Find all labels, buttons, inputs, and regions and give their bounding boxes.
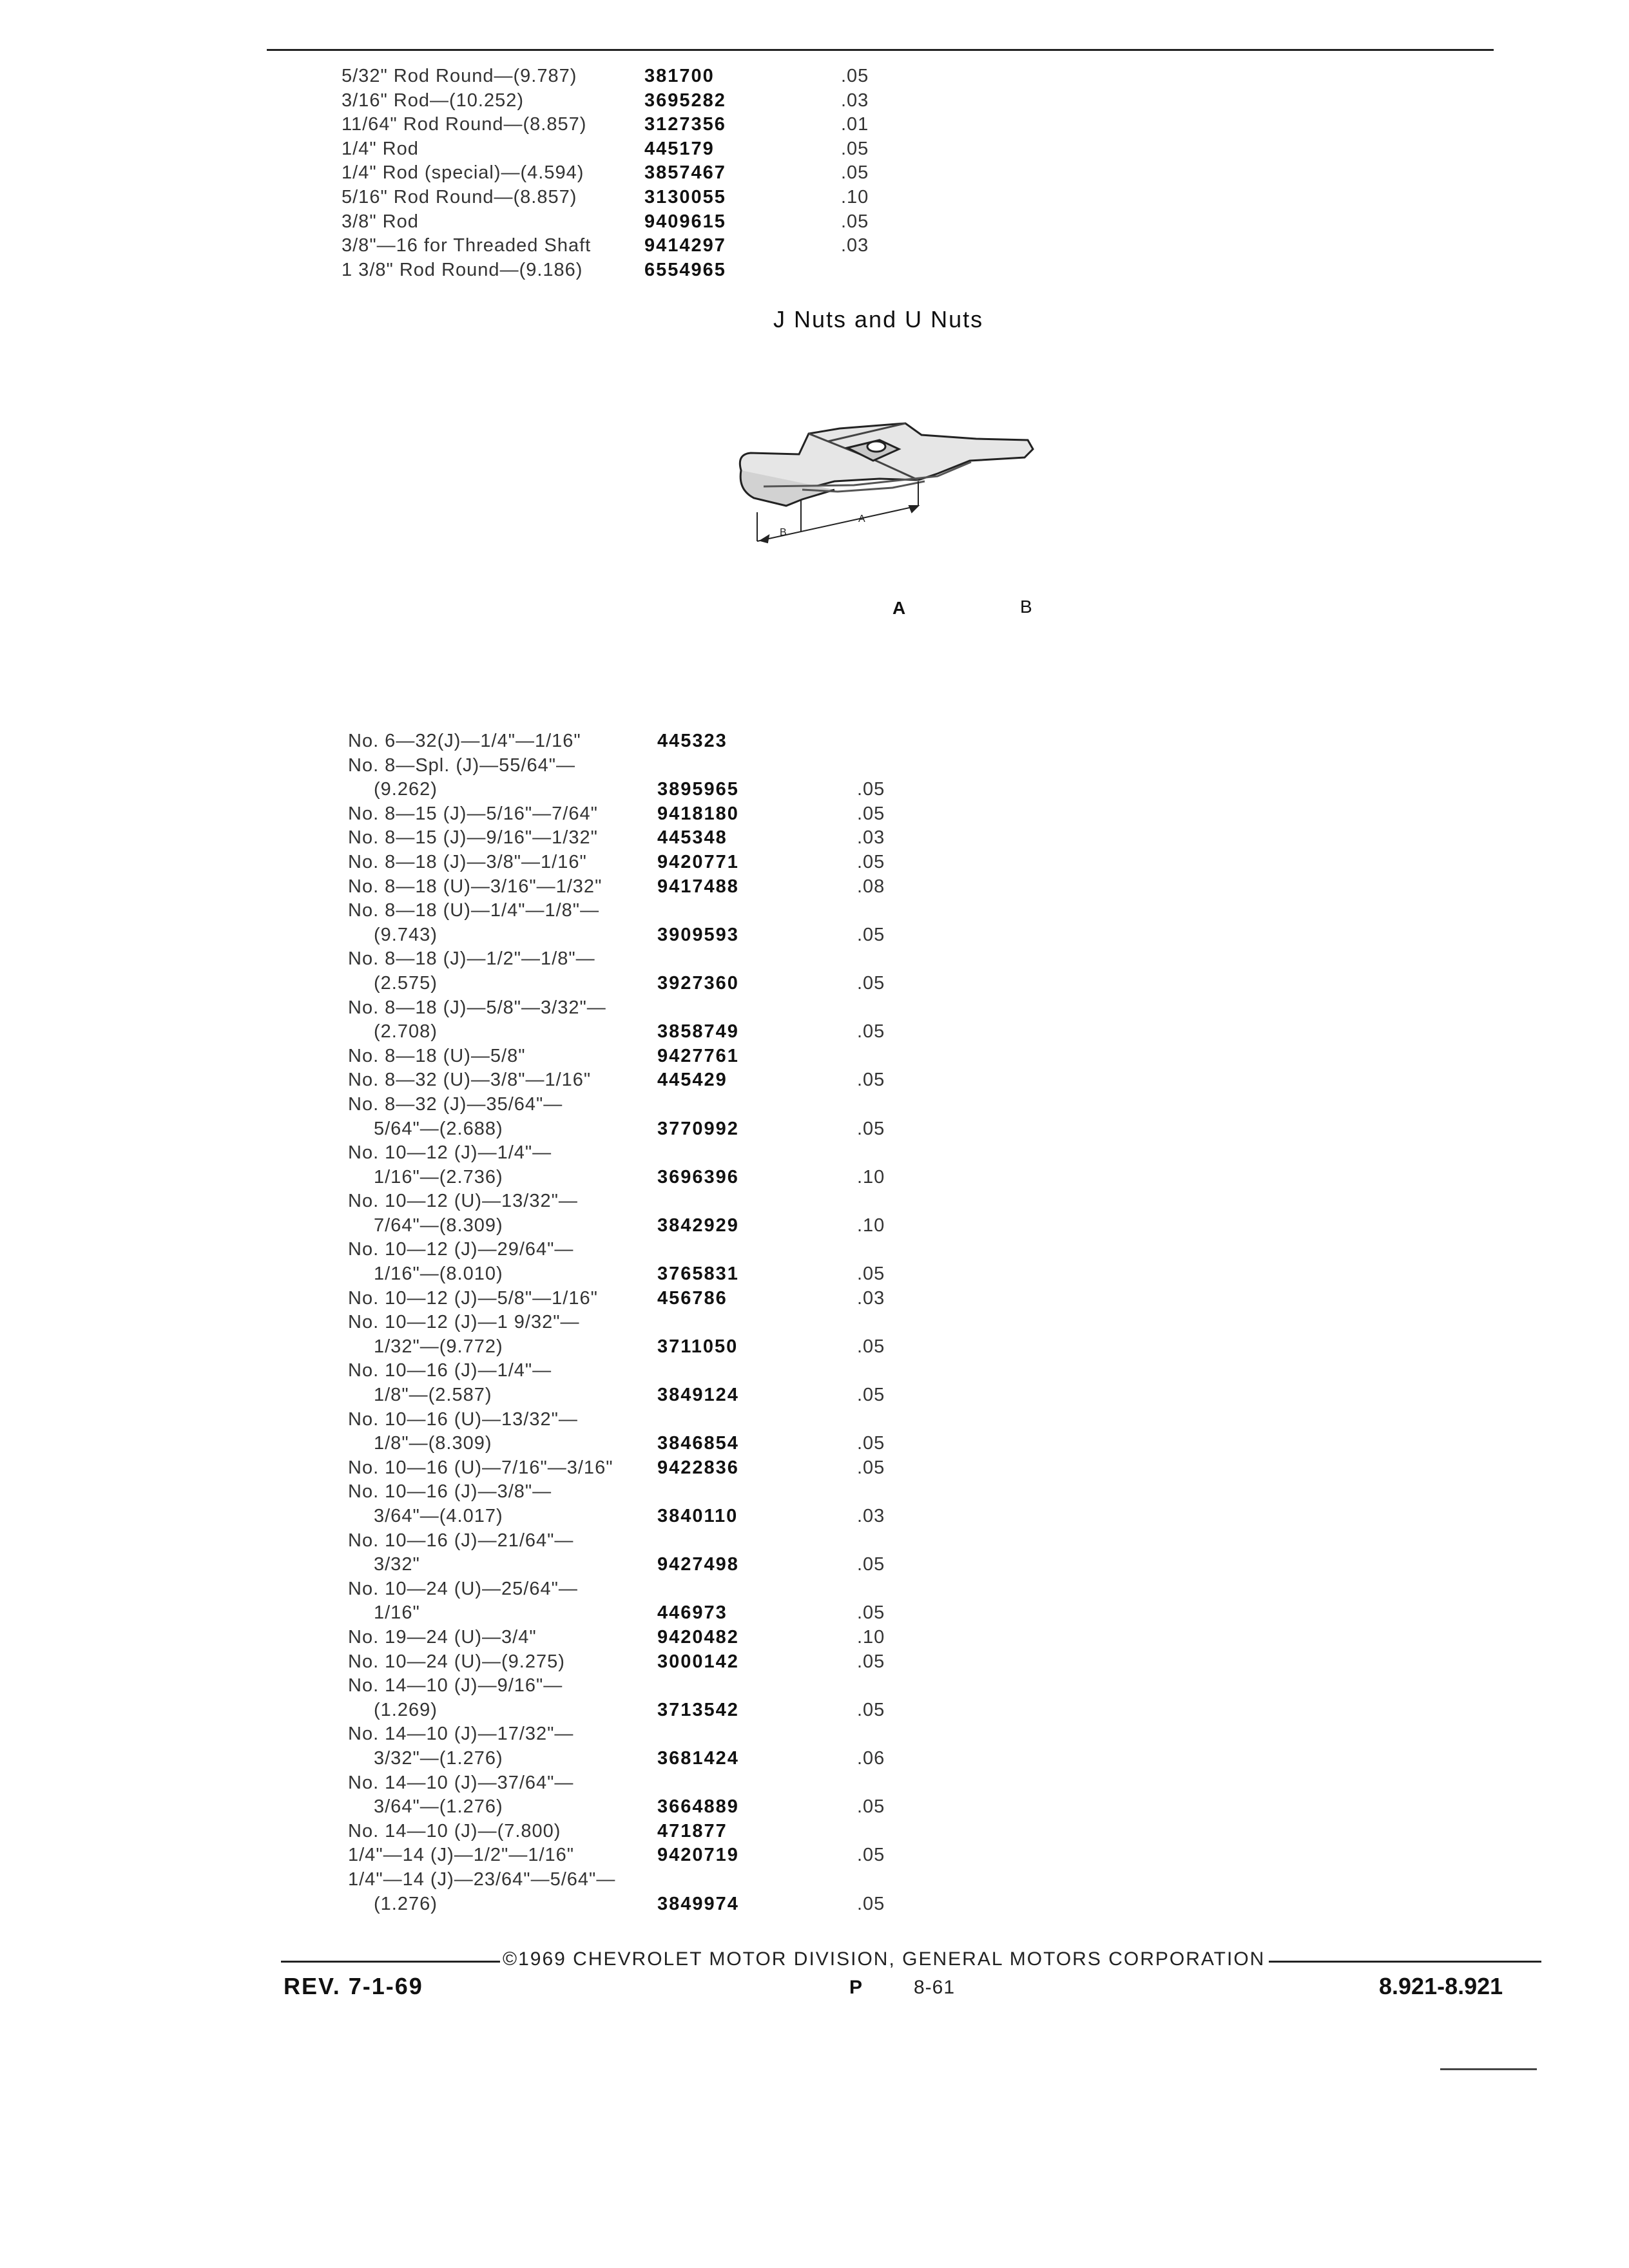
part-row <box>348 1577 992 1602</box>
part-description: (9.743) <box>374 924 438 945</box>
part-price: .05 <box>857 1457 885 1478</box>
part-price: .05 <box>841 162 869 184</box>
part-number: 445179 <box>644 138 715 159</box>
part-row <box>348 1335 992 1360</box>
part-row <box>348 899 992 923</box>
part-row <box>348 1311 992 1335</box>
part-row <box>335 210 979 235</box>
part-description: No. 10—12 (J)—29/64"— <box>348 1239 574 1260</box>
part-row <box>348 754 992 778</box>
part-number: 3664889 <box>657 1796 739 1818</box>
part-number: 9422836 <box>657 1457 739 1478</box>
part-row <box>335 64 979 89</box>
part-description: No. 8—18 (J)—1/2"—1/8"— <box>348 948 595 970</box>
part-row <box>348 1214 992 1238</box>
part-description: 1/16" <box>374 1602 420 1624</box>
part-price: .05 <box>857 1845 885 1866</box>
part-number: 3857467 <box>644 162 726 184</box>
part-description: 3/32"—(1.276) <box>374 1747 503 1769</box>
part-number: 3696396 <box>657 1166 739 1187</box>
part-description: No. 8—15 (J)—9/16"—1/32" <box>348 827 598 849</box>
part-row <box>348 1820 992 1844</box>
part-price: .10 <box>841 186 869 207</box>
part-row <box>348 923 992 948</box>
part-description: 5/64"—(2.688) <box>374 1118 503 1139</box>
part-row <box>348 1044 992 1069</box>
part-number: 471877 <box>657 1820 728 1841</box>
part-description: No. 8—32 (U)—3/8"—1/16" <box>348 1070 592 1091</box>
part-number: 9418180 <box>657 803 739 824</box>
part-description: No. 8—18 (U)—1/4"—1/8"— <box>348 900 600 921</box>
part-row <box>348 850 992 875</box>
part-number: 9420771 <box>657 851 739 872</box>
dimension-label-a: A <box>858 514 865 524</box>
part-row <box>348 1722 992 1747</box>
part-description: 3/8" Rod <box>342 211 419 232</box>
dimension-label-b: B <box>780 527 787 538</box>
part-description: No. 6—32(J)—1/4"—1/16" <box>348 731 581 751</box>
part-description: No. 8—Spl. (J)—55/64"— <box>348 754 576 776</box>
part-number: 3849974 <box>657 1893 739 1914</box>
part-description: (2.708) <box>374 1021 438 1043</box>
j-nut-body <box>740 423 1033 506</box>
part-price: .05 <box>857 779 885 800</box>
part-row <box>348 1698 992 1723</box>
part-price: .03 <box>857 1506 885 1526</box>
part-description: No. 19—24 (U)—3/4" <box>348 1626 537 1648</box>
part-price: .03 <box>857 1287 885 1309</box>
part-number: 9420719 <box>657 1845 739 1866</box>
part-description: (9.262) <box>374 779 438 800</box>
part-description: 5/32" Rod Round—(9.787) <box>342 66 577 86</box>
part-price: .05 <box>857 1554 885 1575</box>
part-number: 9409615 <box>644 211 726 232</box>
part-description: No. 10—12 (J)—1 9/32"— <box>348 1312 580 1333</box>
part-row <box>348 1601 992 1626</box>
part-row <box>348 1892 992 1917</box>
part-price: .05 <box>857 924 885 945</box>
part-row <box>348 947 992 972</box>
part-price: .03 <box>857 827 885 849</box>
part-number: 9414297 <box>644 235 726 256</box>
part-description: No. 10—24 (U)—(9.275) <box>348 1651 565 1672</box>
part-row <box>348 1238 992 1262</box>
column-label-b: B <box>1020 597 1032 617</box>
part-number: 3713542 <box>657 1699 739 1720</box>
part-description: No. 10—16 (J)—21/64"— <box>348 1530 574 1551</box>
part-price: .05 <box>857 1699 885 1720</box>
part-number: 3127356 <box>644 114 726 135</box>
part-price: .05 <box>857 972 885 994</box>
part-row <box>335 137 979 162</box>
part-description: 3/64"—(4.017) <box>374 1506 503 1526</box>
part-number: 3840110 <box>657 1506 738 1526</box>
part-number: 3130055 <box>644 186 726 207</box>
part-description: 1/16"—(8.010) <box>374 1264 503 1285</box>
part-number: 3000142 <box>657 1651 739 1672</box>
margin-mark <box>1440 2068 1537 2070</box>
part-number: 3695282 <box>644 90 726 111</box>
part-row <box>335 234 979 258</box>
part-description: No. 10—16 (U)—13/32"— <box>348 1408 578 1430</box>
part-description: 3/8"—16 for Threaded Shaft <box>342 235 592 256</box>
part-row <box>348 1359 992 1383</box>
part-row <box>335 161 979 186</box>
part-number: 6554965 <box>644 259 726 280</box>
part-description: (1.276) <box>374 1893 438 1914</box>
part-row <box>335 258 979 283</box>
part-row <box>348 1795 992 1820</box>
part-price: .05 <box>857 1070 885 1091</box>
part-number: 381700 <box>644 66 715 86</box>
part-row <box>348 802 992 827</box>
part-price: .05 <box>857 1893 885 1914</box>
page-number: 8-61 <box>914 1977 956 1998</box>
part-number: 9427761 <box>657 1045 739 1066</box>
part-number: 9417488 <box>657 876 739 897</box>
part-description: No. 8—32 (J)—35/64"— <box>348 1093 563 1115</box>
part-description: 1/8"—(8.309) <box>374 1433 492 1454</box>
part-description: 1/16"—(2.736) <box>374 1166 503 1187</box>
part-row <box>348 972 992 996</box>
part-price: .10 <box>857 1626 885 1648</box>
part-price: .05 <box>857 1336 885 1357</box>
part-row <box>348 1650 992 1675</box>
part-row <box>348 778 992 802</box>
part-number: 3842929 <box>657 1215 739 1236</box>
part-row <box>348 1166 992 1190</box>
part-row <box>348 1843 992 1868</box>
column-label-a: A <box>892 598 906 618</box>
part-description: No. 10—16 (J)—1/4"— <box>348 1360 552 1381</box>
part-row <box>348 1383 992 1408</box>
part-price: .05 <box>857 1118 885 1139</box>
part-price: .05 <box>857 1796 885 1818</box>
part-description: 3/64"—(1.276) <box>374 1796 503 1818</box>
part-description: 3/32" <box>374 1554 420 1575</box>
part-row <box>335 186 979 210</box>
part-description: 7/64"—(8.309) <box>374 1215 503 1236</box>
part-description: No. 10—16 (U)—7/16"—3/16" <box>348 1457 613 1478</box>
part-description: No. 8—18 (J)—3/8"—1/16" <box>348 851 587 872</box>
part-row <box>348 1626 992 1650</box>
part-price: .05 <box>857 1264 885 1285</box>
part-number: 3765831 <box>657 1264 739 1285</box>
part-description: 3/16" Rod—(10.252) <box>342 90 525 111</box>
part-number: 3846854 <box>657 1433 739 1454</box>
part-description: (2.575) <box>374 972 438 994</box>
revision-date: REV. 7-1-69 <box>284 1973 423 1999</box>
part-description: No. 14—10 (J)—17/32"— <box>348 1724 574 1745</box>
part-price: .10 <box>857 1166 885 1187</box>
part-description: No. 14—10 (J)—9/16"— <box>348 1675 563 1696</box>
part-description: No. 10—24 (U)—25/64"— <box>348 1578 578 1599</box>
part-row <box>348 1674 992 1698</box>
part-description: 1 3/8" Rod Round—(9.186) <box>342 259 583 280</box>
part-description: No. 8—18 (J)—5/8"—3/32"— <box>348 997 606 1018</box>
part-row <box>348 1117 992 1142</box>
part-row <box>348 1068 992 1093</box>
part-row <box>348 1553 992 1577</box>
part-price: .05 <box>841 138 869 159</box>
part-row <box>348 1504 992 1529</box>
part-row <box>348 729 992 754</box>
section-number: 8.921-8.921 <box>1379 1973 1503 1999</box>
part-price: .05 <box>857 1021 885 1043</box>
part-number: 3927360 <box>657 972 739 994</box>
part-number: 445429 <box>657 1070 728 1091</box>
part-price: .01 <box>841 114 869 135</box>
part-row <box>348 1408 992 1432</box>
part-description: 11/64" Rod Round—(8.857) <box>342 114 587 135</box>
nut-parts-list <box>348 729 992 1916</box>
part-description: No. 8—18 (U)—5/8" <box>348 1045 526 1066</box>
part-price: .03 <box>841 90 869 111</box>
part-row <box>348 1456 992 1481</box>
part-row <box>348 826 992 850</box>
part-description: 1/4"—14 (J)—1/2"—1/16" <box>348 1845 575 1866</box>
part-row <box>348 875 992 899</box>
part-row <box>348 1747 992 1771</box>
part-number: 3895965 <box>657 779 739 800</box>
nut-hole <box>867 441 885 452</box>
part-row <box>348 1093 992 1117</box>
part-number: 9427498 <box>657 1554 739 1575</box>
part-description: No. 10—12 (J)—1/4"— <box>348 1142 552 1164</box>
part-description: 1/32"—(9.772) <box>374 1336 503 1357</box>
top-rule <box>267 49 1494 51</box>
part-price: .05 <box>857 1651 885 1672</box>
part-number: 3681424 <box>657 1747 739 1769</box>
part-description: 1/4"—14 (J)—23/64"—5/64"— <box>348 1869 616 1890</box>
part-row <box>348 1189 992 1214</box>
rod-parts-list <box>335 64 979 282</box>
part-number: 9420482 <box>657 1626 739 1648</box>
part-row <box>348 1262 992 1287</box>
part-row <box>335 113 979 137</box>
part-price: .05 <box>857 1433 885 1454</box>
part-row <box>348 996 992 1021</box>
part-price: .10 <box>857 1215 885 1236</box>
part-description: (1.269) <box>374 1699 438 1720</box>
part-price: .03 <box>841 235 869 256</box>
part-row <box>348 1141 992 1166</box>
footer-rule-right <box>1269 1961 1541 1963</box>
section-title: J Nuts and U Nuts <box>773 306 984 332</box>
part-number: 456786 <box>657 1287 728 1309</box>
part-price: .08 <box>857 876 885 897</box>
part-description: No. 14—10 (J)—37/64"— <box>348 1772 574 1793</box>
part-price: .05 <box>857 851 885 872</box>
part-price: .05 <box>841 211 869 232</box>
part-description: No. 10—12 (J)—5/8"—1/16" <box>348 1287 598 1309</box>
part-row <box>348 1480 992 1504</box>
part-description: 1/4" Rod (special)—(4.594) <box>342 162 584 184</box>
part-price: .06 <box>857 1747 885 1769</box>
part-number: 3858749 <box>657 1021 739 1043</box>
part-description: 1/4" Rod <box>342 138 419 159</box>
copyright-text: ©1969 CHEVROLET MOTOR DIVISION, GENERAL MOTORS CORPORATION <box>503 1948 1266 1970</box>
page-letter: P <box>849 1977 863 1998</box>
part-number: 445348 <box>657 827 728 849</box>
part-description: No. 10—12 (U)—13/32"— <box>348 1191 578 1212</box>
part-description: No. 10—16 (J)—3/8"— <box>348 1481 552 1503</box>
part-row <box>348 1771 992 1796</box>
part-number: 446973 <box>657 1602 728 1624</box>
part-row <box>348 1529 992 1553</box>
part-row <box>348 1287 992 1311</box>
part-row <box>348 1868 992 1892</box>
part-description: No. 14—10 (J)—(7.800) <box>348 1820 561 1841</box>
part-row <box>348 1432 992 1456</box>
part-description: No. 8—18 (U)—3/16"—1/32" <box>348 876 602 897</box>
footer-rule-left <box>281 1961 500 1963</box>
part-price: .05 <box>841 66 869 86</box>
part-description: 5/16" Rod Round—(8.857) <box>342 186 577 207</box>
part-price: .05 <box>857 1385 885 1406</box>
part-price: .05 <box>857 803 885 824</box>
part-number: 445323 <box>657 731 728 751</box>
part-number: 3770992 <box>657 1118 739 1139</box>
part-description: 1/8"—(2.587) <box>374 1385 492 1406</box>
part-number: 3909593 <box>657 924 739 945</box>
j-nut-illustration <box>725 409 1041 567</box>
part-row <box>335 89 979 113</box>
part-number: 3849124 <box>657 1385 739 1406</box>
part-row <box>348 1020 992 1044</box>
part-description: No. 8—15 (J)—5/16"—7/64" <box>348 803 598 824</box>
part-number: 3711050 <box>657 1336 738 1357</box>
part-price: .05 <box>857 1602 885 1624</box>
